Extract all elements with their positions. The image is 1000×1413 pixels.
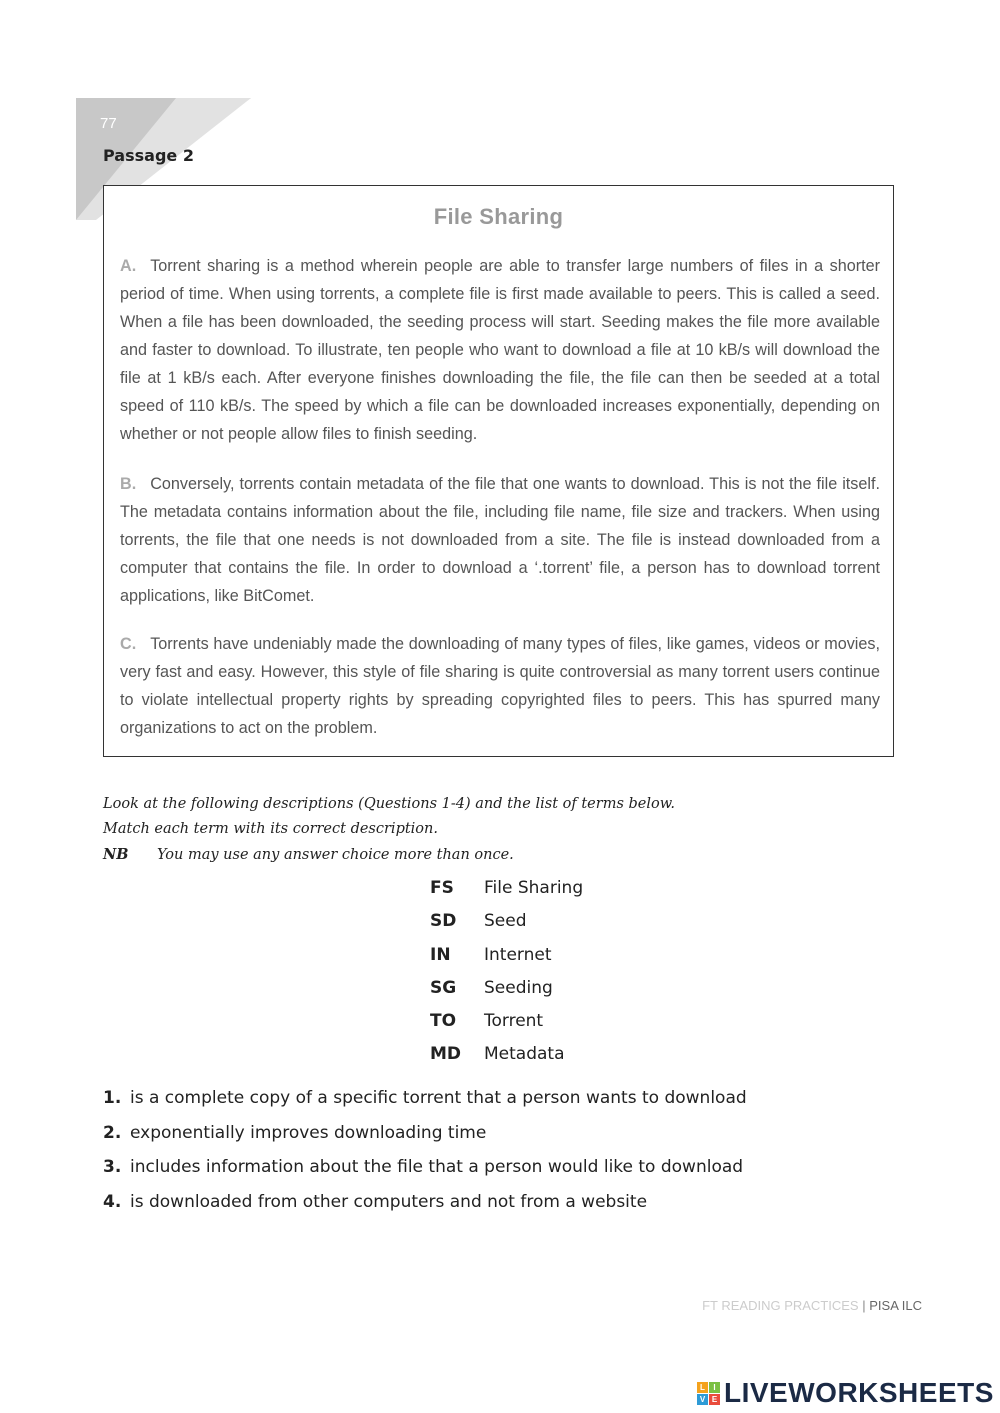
- question-text: exponentially improves downloading time: [130, 1122, 487, 1143]
- liveworksheets-brand: [697, 1377, 994, 1409]
- instruction-line-2: Match each term with its correct description.: [103, 821, 438, 837]
- question-number: 1.: [103, 1088, 122, 1108]
- question-item: [103, 1088, 747, 1123]
- passage-box: [103, 185, 894, 757]
- term-item: [430, 911, 583, 944]
- footer-separator: |: [862, 1298, 866, 1313]
- question-number: 3.: [103, 1157, 122, 1177]
- paragraph-c: [120, 630, 880, 742]
- paragraph-text: Torrent sharing is a method wherein people are able to transfer large numbers of files in a shorter period of time. When using torrents, a complete file is first made available to peers. This is called a seed. When a file has been downloaded, the seeding process will start. Seeding makes the file more available and faster to download. To illustrate, ten people who want to download a file at 10 kB/s will download the file at 1 kB/s each. After everyone finishes downloading the file, the file can then be seeded at a total speed of 110 kB/s. The speed by which a file can be downloaded increases exponentially, depending on whether or not people allow files to finish seeding.: [120, 257, 880, 443]
- paragraph-b: [120, 470, 880, 610]
- liveworksheets-logo-icon: [697, 1382, 720, 1405]
- term-code: SD: [430, 911, 457, 932]
- term-label: Internet: [484, 944, 552, 965]
- term-item: [430, 878, 583, 911]
- questions-list: [103, 1088, 747, 1226]
- paragraph-letter: C.: [120, 635, 137, 653]
- question-number: 2.: [103, 1122, 122, 1143]
- paragraph-letter: B.: [120, 475, 137, 493]
- instruction-line-1: Look at the following descriptions (Questions 1-4) and the list of terms below.: [103, 796, 676, 812]
- term-item: [430, 1044, 583, 1077]
- liveworksheets-wordmark: LIVEWORKSHEETS: [724, 1377, 994, 1408]
- term-code: IN: [430, 944, 451, 965]
- page-footer: [702, 1298, 922, 1313]
- paragraph-text: Conversely, torrents contain metadata of the file that one wants to download. This is not the file itself. The metadata contains information about the file, including file name, file size and trackers. When using torrents, the file that one needs is not downloaded from a site. The file is instead downloaded from a computer that contains the file. In order to download a ‘.torrent’ file, a person has to download torrent applications, like BitComet.: [120, 475, 880, 605]
- logo-letter: E: [709, 1394, 720, 1405]
- term-code: MD: [430, 1044, 462, 1065]
- question-text: is a complete copy of a specific torrent that a person wants to download: [130, 1088, 747, 1108]
- logo-letter: V: [697, 1394, 708, 1405]
- question-text: is downloaded from other computers and not from a website: [130, 1191, 648, 1212]
- logo-letter: L: [697, 1382, 708, 1393]
- term-label: Metadata: [484, 1044, 565, 1065]
- paragraph-letter: A.: [120, 257, 137, 275]
- question-item: [103, 1123, 747, 1158]
- term-code: FS: [430, 878, 454, 898]
- term-code: TO: [430, 1011, 457, 1032]
- passage-title: File Sharing: [433, 204, 564, 229]
- terms-list: [430, 878, 583, 1078]
- term-item: [430, 978, 583, 1011]
- term-label: Torrent: [484, 1011, 544, 1032]
- passage-label: Passage 2: [103, 146, 194, 165]
- term-code: SG: [430, 977, 457, 998]
- footer-series: FT READING PRACTICES: [702, 1298, 859, 1313]
- paragraph-a: [120, 252, 880, 448]
- question-item: [103, 1192, 747, 1227]
- page-number: 77: [100, 115, 117, 132]
- term-item: [430, 1011, 583, 1044]
- question-number: 4.: [103, 1191, 122, 1212]
- question-item: [103, 1157, 747, 1192]
- nb-text: You may use any answer choice more than once.: [157, 847, 514, 863]
- instruction-nb: [103, 846, 514, 863]
- question-text: includes information about the file that a person would like to download: [130, 1157, 744, 1177]
- paragraph-text: Torrents have undeniably made the downloading of many types of files, like games, videos or movies, very fast and easy. However, this style of file sharing is quite controversial as many torrent users continue to violate intellectual property rights by spreading copyrighted files to peers. This has spurred many organizations to act on the problem.: [120, 635, 880, 737]
- footer-org: PISA ILC: [869, 1298, 922, 1313]
- nb-label: NB: [103, 846, 129, 863]
- term-label: File Sharing: [484, 878, 584, 898]
- logo-letter: I: [709, 1382, 720, 1393]
- term-label: Seeding: [484, 977, 553, 998]
- term-label: Seed: [484, 911, 527, 932]
- term-item: [430, 945, 583, 978]
